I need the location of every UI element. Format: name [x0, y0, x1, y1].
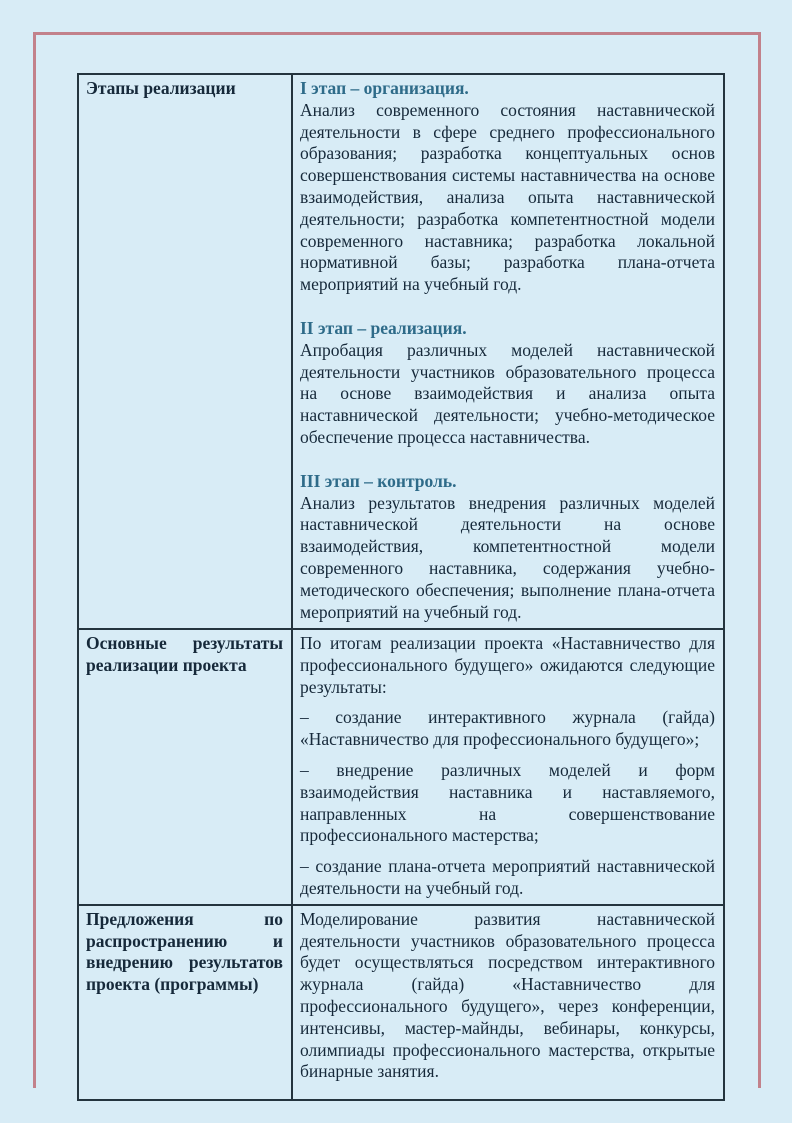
- stage-1-block: [300, 78, 715, 296]
- results-intro: По итогам реализации проекта «Наставничество для профессионального будущего» ожидаются следующие результаты:: [300, 633, 715, 697]
- stage-1-body: Анализ современного состояния наставнической деятельности в сфере среднего профессионального образования; разработка концептуальных основ совершенствования системы наставничества на основе взаимодействия, анализа опыта наставнической деятельности; разработка компетентностной модели современного наставника; разработка локальной нормативной базы; разработка плана-отчета мероприятий на учебный год.: [300, 99, 715, 295]
- row-header-stages: Этапы реализации: [78, 74, 292, 629]
- stage-3-block: [300, 471, 715, 624]
- stage-3-body: Анализ результатов внедрения различных моделей наставнической деятельности на основе взаимодействия, компетентностной модели современного наставника, содержания учебно-методического обеспечения; выполнение плана-отчета мероприятий на учебный год.: [300, 492, 715, 622]
- row-cell-results: [292, 629, 724, 905]
- stage-3-title: III этап – контроль.: [300, 470, 457, 491]
- stage-2-block: [300, 318, 715, 449]
- row-cell-stages: [292, 74, 724, 629]
- results-bullet-1: – создание интерактивного журнала (гайда) «Наставничество для профессионального будущего»;: [300, 707, 715, 750]
- table-row: [78, 74, 724, 629]
- table-row: [78, 905, 724, 1100]
- results-bullet-2: – внедрение различных моделей и форм взаимодействия наставника и наставляемого, направленных на совершенствование профессионального мастерства;: [300, 759, 715, 846]
- row-header-proposals: Предложения по распространению и внедрению результатов проекта (программы): [78, 905, 292, 1100]
- stage-2-title: II этап – реализация.: [300, 317, 467, 338]
- project-description-table: [77, 73, 725, 1101]
- results-bullet-3: – создание плана-отчета мероприятий наставнической деятельности на учебный год.: [300, 856, 715, 898]
- proposals-body: Моделирование развития наставнической деятельности участников образовательного процесса будет осуществляться посредством интерактивного журнала (гайда) «Наставничество для профессионального будущего», через конференции, интенсивы, мастер-майнды, вебинары, конкурсы, олимпиады профессионального мастерства, открытые бинарные занятия.: [300, 908, 715, 1082]
- stage-1-title: I этап – организация.: [300, 78, 469, 98]
- row-header-results: Основные результаты реализации проекта: [78, 629, 292, 905]
- stage-2-body: Апробация различных моделей наставнической деятельности участников образовательного процесса на основе взаимодействия и анализа опыта наставнической деятельности; учебно-методическое обеспечение процесса наставничества.: [300, 339, 715, 447]
- table-row: [78, 629, 724, 905]
- row-cell-proposals: [292, 905, 724, 1100]
